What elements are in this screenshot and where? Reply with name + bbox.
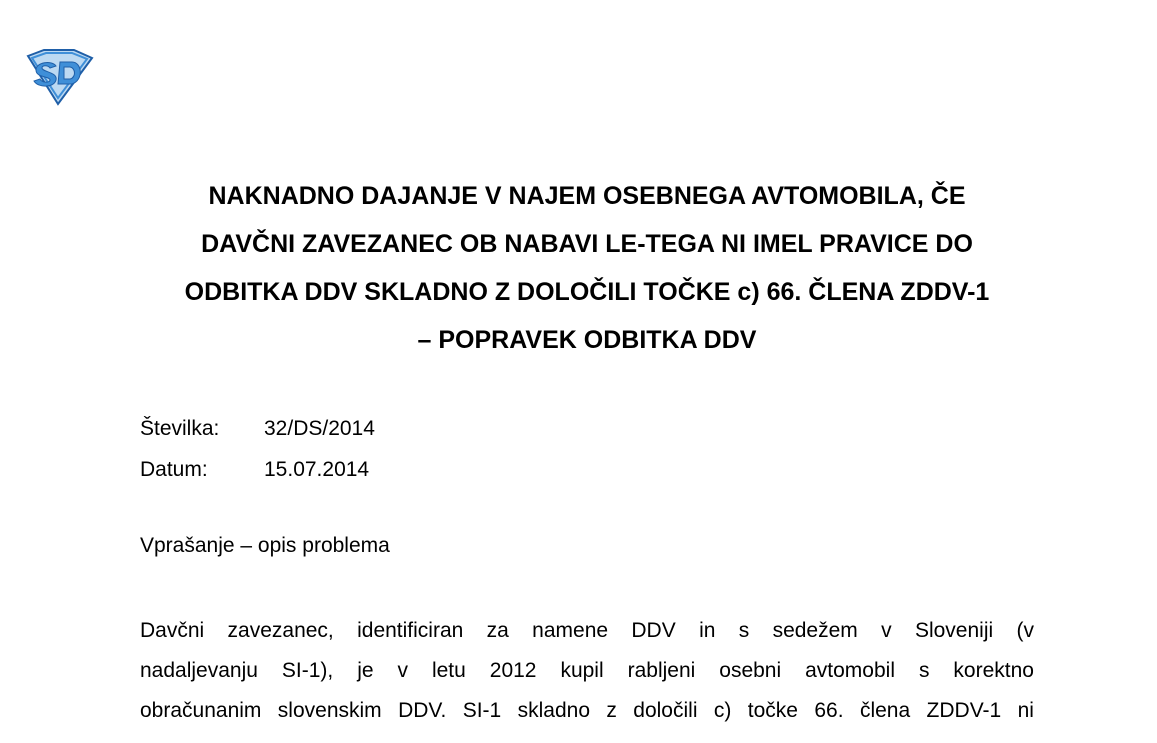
word: Sloveniji bbox=[914, 619, 994, 642]
logo bbox=[22, 48, 96, 106]
word: je bbox=[357, 659, 374, 682]
word: zavezanec, bbox=[227, 619, 334, 642]
word: v bbox=[881, 619, 892, 642]
word: nadaljevanju bbox=[140, 659, 258, 682]
word: s bbox=[738, 619, 750, 642]
word: Davčni bbox=[140, 619, 205, 642]
body-line-words bbox=[140, 651, 1034, 691]
word: osebni bbox=[719, 659, 782, 682]
title-line: – POPRAVEK ODBITKA DDV bbox=[417, 326, 757, 354]
word: identificiran bbox=[357, 619, 464, 642]
word: v bbox=[397, 659, 408, 682]
word: točke bbox=[747, 699, 798, 722]
body-line bbox=[140, 691, 1034, 731]
word: in bbox=[699, 619, 716, 642]
number-row bbox=[140, 408, 375, 449]
word: z bbox=[606, 699, 617, 722]
section-heading: Vprašanje – opis problema bbox=[140, 534, 390, 557]
number-value: 32/DS/2014 bbox=[264, 417, 375, 440]
word: določili bbox=[633, 699, 698, 722]
document-title bbox=[140, 172, 1034, 364]
title-line: NAKNADNO DAJANJE V NAJEM OSEBNEGA AVTOMOBILA, ČE bbox=[208, 182, 966, 210]
word: avtomobil bbox=[805, 659, 895, 682]
title-line: ODBITKA DDV SKLADNO Z DOLOČILI TOČKE c) 66. ČLENA ZDDV-1 bbox=[184, 278, 990, 306]
date-value: 15.07.2014 bbox=[264, 458, 370, 481]
body-line bbox=[140, 611, 1034, 651]
word: skladno bbox=[517, 699, 590, 722]
title-line: DAVČNI ZAVEZANEC OB NABAVI LE-TEGA NI IMEL PRAVICE DO bbox=[201, 230, 973, 258]
word: c) bbox=[713, 699, 732, 722]
word: 66. bbox=[814, 699, 844, 722]
word: namene bbox=[532, 619, 609, 642]
word: ni bbox=[1017, 699, 1034, 722]
body-line bbox=[140, 651, 1034, 691]
number-label: Številka: bbox=[140, 417, 220, 440]
word: slovenskim bbox=[277, 699, 382, 722]
word: 2012 bbox=[489, 659, 537, 682]
word: DDV bbox=[631, 619, 676, 642]
word: za bbox=[486, 619, 509, 642]
document-meta bbox=[140, 408, 375, 490]
date-row bbox=[140, 449, 375, 490]
word: rabljeni bbox=[627, 659, 696, 682]
word: (v bbox=[1016, 619, 1034, 642]
word: ZDDV-1 bbox=[926, 699, 1002, 722]
word: sedežem bbox=[772, 619, 858, 642]
word: obračunanim bbox=[140, 699, 262, 722]
word: korektno bbox=[953, 659, 1034, 682]
word: DDV. bbox=[398, 699, 447, 722]
shield-logo-icon bbox=[22, 48, 96, 106]
word: SI-1 bbox=[462, 699, 502, 722]
word: člena bbox=[859, 699, 911, 722]
word: SI-1), bbox=[281, 659, 334, 682]
body-paragraph bbox=[140, 611, 1034, 731]
word: s bbox=[918, 659, 930, 682]
word: kupil bbox=[560, 659, 604, 682]
word: letu bbox=[431, 659, 466, 682]
date-label: Datum: bbox=[140, 458, 208, 481]
body-line-words bbox=[140, 611, 1034, 651]
body-line-words bbox=[140, 691, 1034, 731]
